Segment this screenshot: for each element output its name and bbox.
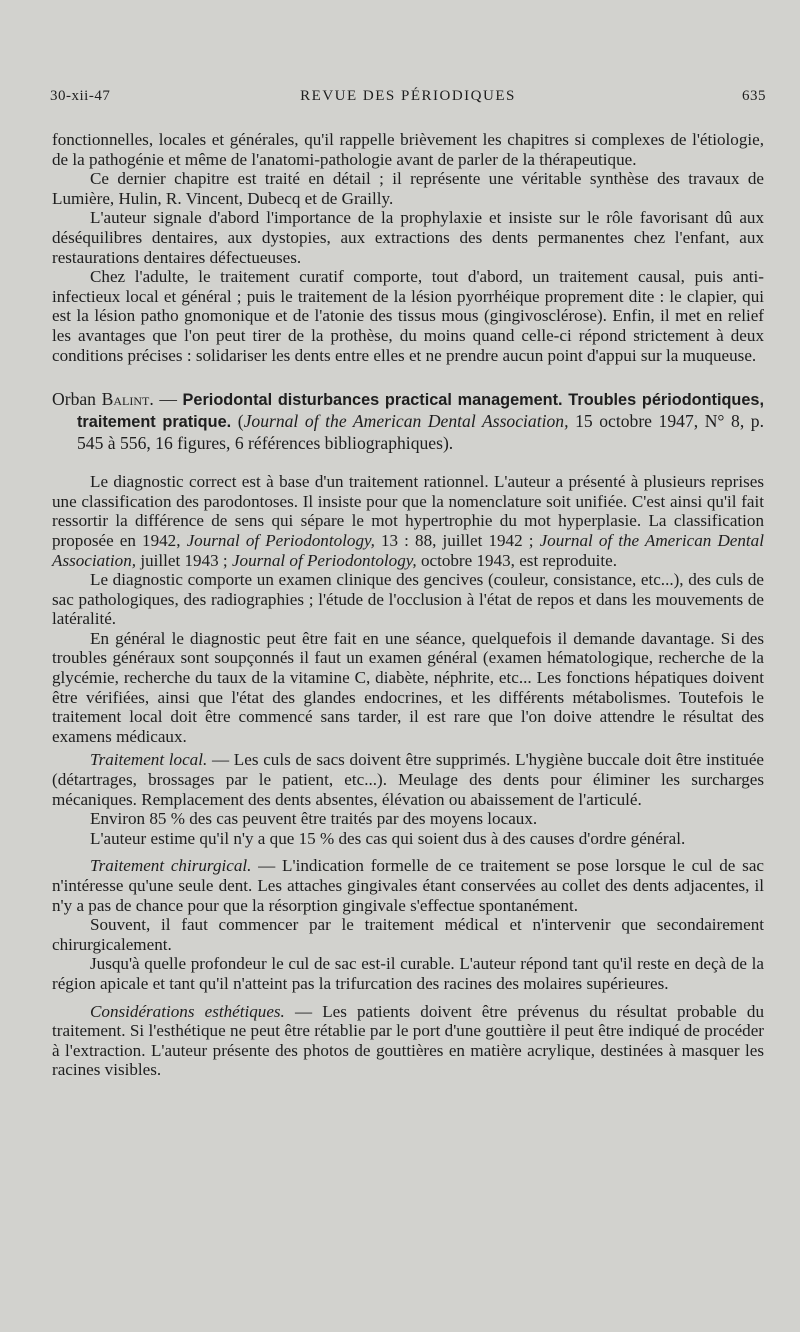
body-paragraph-4-text: — Les culs de sacs doivent être supprimés. L'hygiène buccale doit être instituée (détartrages, brossages par le patient, etc...). Meulage des dents pour éliminer les surcharges mécaniques. Remplacement des dents absentes, élévation ou abaissement de l'articulé. (52, 750, 764, 809)
intro-paragraph-1: fonctionnelles, locales et générales, qu'il rappelle brièvement les chapitres si complexes de l'étiologie, de la pathogénie et même de l'anatomi-pathologie avant de parler de la thérapeutique. (52, 130, 764, 169)
citation-journal-3: Journal of Periodontology, (231, 550, 417, 570)
intro-paragraph-4: Chez l'adulte, le traitement curatif comporte, tout d'abord, un traitement causal, puis anti-infectieux local et général ; puis le traitement de la lésion pyorrhéique proprement dite : le clapier, qui est la lésion patho gnomonique et de l'atonie des tissus mous (gingivosclérose). Enfin, il met en relief les avantages que l'on peut tirer de la prothèse, du moins quand celle-ci répond strictement à deux conditions précises : solidariser les dents entre elles et ne prendre aucun point d'appui sur la muqueuse. (52, 267, 764, 365)
title-dash: — (153, 389, 183, 410)
section-heading-aesthetic: Considérations esthétiques. (90, 1001, 285, 1021)
body-paragraph-9: Jusqu'à quelle profondeur le cul de sac est-il curable. L'auteur répond tant qu'il reste en deçà de la région apicale et tant qu'il n'atteint pas la trifurcation des racines des molaires supérieures. (52, 954, 764, 993)
source-journal: Journal of the American Dental Association, (243, 411, 569, 432)
running-header (50, 88, 766, 110)
citation-details-3: octobre 1943, est reproduite. (416, 550, 617, 570)
citation-details-1: 13 : 88, juillet 1942 ; (374, 530, 534, 550)
body-paragraph-8: Souvent, il faut commencer par le traitement médical et n'intervenir que secondairement chirurgicalement. (52, 915, 764, 954)
section-heading-local: Traitement local. (90, 750, 208, 770)
section-heading-surgical: Traitement chirurgical. (90, 856, 252, 876)
citation-journal-1: Journal of Periodontology, (186, 530, 375, 550)
body-paragraph-6: L'auteur estime qu'il n'y a que 15 % des cas qui soient dus à des causes d'ordre général. (90, 828, 686, 848)
body-paragraph-4 (52, 750, 764, 809)
body-paragraph-1 (52, 472, 764, 570)
article-reference (52, 389, 764, 454)
author-last-name: Balint. (101, 389, 154, 410)
intro-paragraph-3: L'auteur signale d'abord l'importance de la prophylaxie et insiste sur le rôle favorisant dû aux déséquilibres dentaires, aux dystopies, aux extractions des dents permanentes chez l'enfant, aux restaurations dentaires défectueuses. (52, 208, 764, 267)
body-paragraph-2: Le diagnostic comporte un examen clinique des gencives (couleur, consistance, etc...), des culs de sac pathologiques, des radiographies ; l'étude de l'occlusion à l'état de repos et dans les mouvements de latéralité. (52, 570, 764, 629)
citation-details-2: juillet 1943 ; (136, 550, 228, 570)
body-paragraph-1-text: Le diagnostic correct est à base d'un traitement rationnel. L'auteur a présenté à plusieurs reprises une classification des parodontoses. Il insiste pour que la nomenclature soit unifiée. C'est ainsi qu'il fait ressortir la différence de sens qui sépare le mot hypertrophie du mot hyperplasie. La classification proposée en 1942, (52, 472, 764, 550)
citation-journal-2: Journal of the American Dental Association, (52, 530, 764, 570)
article-title: Periodontal disturbances practical management. Troubles périodontiques, traitement pratique. (77, 391, 765, 432)
header-journal-title: REVUE DES PÉRIODIQUES (300, 88, 516, 104)
header-date: 30-xii-47 (50, 88, 111, 104)
body-paragraph-3: En général le diagnostic peut être fait en une séance, quelquefois il demande davantage. Si des troubles généraux sont soupçonnés il faut un examen général (examen hématologique, recherche de la glycémie, recherche du taux de la vitamine C, diabète, néphrite, etc... Les fonctions hépatiques doivent être vérifiées, ainsi que l'état des glandes endocrines, et les différents métabolismes. Toutefois le traitement local doit être commencé sans tarder, il est rare que l'on doive attendre le résultat des examens médicaux. (52, 628, 764, 746)
body-paragraph-10-text: — Les patients doivent être prévenus du résultat probable du traitement. Si l'esthétique ne peut être rétablie par le port d'une gouttière il peut être indiqué de procéder à l'extraction. L'auteur présente des photos de gouttières en matière acrylique, destinées à masquer les racines visibles. (52, 1001, 764, 1080)
body-paragraph-7-text: — L'indication formelle de ce traitement se pose lorsque le cul de sac n'intéresse qu'une seule dent. Les attaches gingivales étant conservées au collet des dents adjacentes, il n'y a pas de chance pour que la résorption gingivale s'effectue spontanément. (52, 856, 764, 915)
page-number: 635 (742, 88, 766, 104)
reference-details: 15 octobre 1947, N° 8, p. 545 à 556, 16 figures, 6 références bibliographiques). (77, 411, 764, 454)
body-paragraph-7 (52, 856, 764, 915)
body-paragraph-5: Environ 85 % des cas peuvent être traités par des moyens locaux. (90, 809, 538, 829)
reference-open: ( (231, 411, 244, 432)
page-body (52, 130, 764, 1080)
intro-paragraph-2: Ce dernier chapitre est traité en détail ; il représente une véritable synthèse des travaux de Lumière, Hulin, R. Vincent, Dubecq et de Grailly. (52, 169, 764, 208)
author-first-name: Orban (52, 389, 96, 410)
body-paragraph-10 (52, 1002, 764, 1080)
